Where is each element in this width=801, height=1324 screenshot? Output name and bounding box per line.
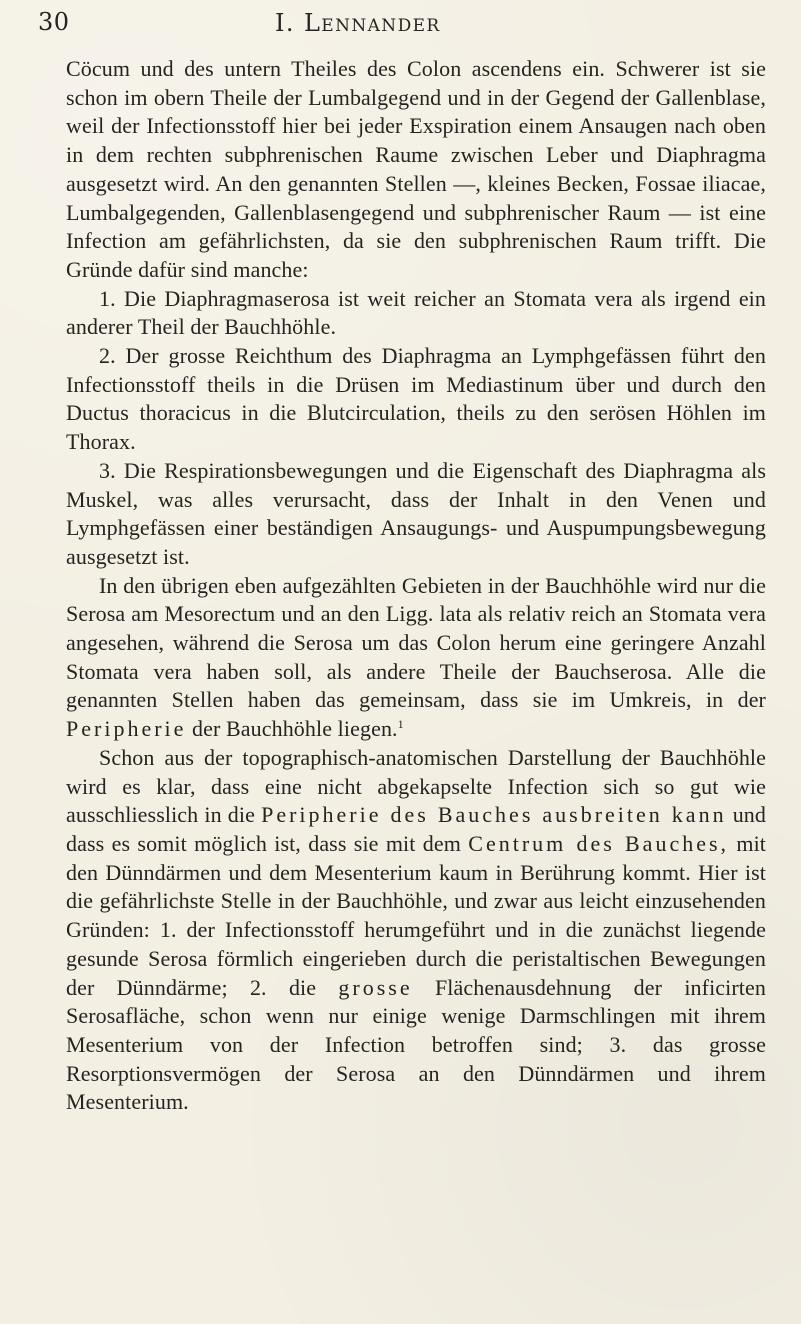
emphasis-centrum-des-bauches: Centrum des Bauches, [468, 830, 730, 856]
paragraph-topography-part-3: mit den Dünndärmen und dem Mesenterium kaum in Berührung kommt. Hier ist die gefährlichste Stelle in der Bauchhöhle, und zwar aus leicht einzusehenden Gründen: 1. der Infectionsstoff herumgeführt und in die zunächst liegende gesunde Serosa förmlich eingerieben durch die peristaltischen Bewegungen der Dünndärme; 2. die [66, 830, 766, 1000]
paragraph-continuation: Cöcum und des untern Theiles des Colon ascendens ein. Schwerer ist sie schon im obern Theile der Lumbalgegend und in der Gegend der Gallenblase, weil der Infectionsstoff hier bei jeder Exspiration einem Ansaugen nach oben in dem rechten subphrenischen Raume zwischen Leber und Diaphragma ausgesetzt wird. An den genannten Stellen —, kleines Becken, Fossae iliacae, Lumbalgegenden, Gallenblasengegend und subphrenischer Raum — ist eine Infection am gefährlichsten, da sie den subphrenischen Raum trifft. Die Gründe dafür sind manche: [66, 56, 766, 282]
list-item-2: 2. Der grosse Reichthum des Diaphragma an Lymphgefässen führt den Infectionsstoff theils in die Drüsen im Mediastinum über und durch den Ductus thoracicus in die Blutcirculation, theils zu den serösen Höhlen im Thorax. [66, 343, 766, 455]
main-text [66, 55, 766, 1117]
footnote-marker: 1 [397, 717, 404, 732]
paragraph-topography [66, 744, 766, 1117]
emphasis-peripherie: Peripherie [66, 716, 187, 742]
emphasis-peripherie-des-bauches: Peripherie des Bauches ausbreiten kann [261, 802, 727, 828]
paragraph-topography-part-2: und dass es somit möglich ist, dass sie mit dem [66, 802, 767, 856]
paragraph-periphery [66, 572, 766, 744]
paragraph-topography-part-1: Schon aus der topographisch-anatomischen Darstellung der Bauchhöhle wird es klar, dass eine nicht abgekapselte Infection sich so gut wie ausschliesslich in die [66, 744, 766, 828]
list-item-1: 1. Die Diaphragmaserosa ist weit reicher an Stomata vera als irgend ein anderer Theil der Bauchhöhle. [66, 285, 766, 340]
page-header [0, 0, 801, 60]
emphasis-grosse: grosse [338, 974, 413, 1000]
list-item-3: 3. Die Respirationsbewegungen und die Eigenschaft des Diaphragma als Muskel, was alles verursacht, dass der Inhalt in den Venen und Lymphgefässen einer beständigen Ansaugungs- und Auspumpungsbewegung ausgesetzt ist. [66, 457, 766, 569]
paragraph-periphery-ending: der Bauchhöhle liegen. [192, 716, 398, 742]
paragraph-topography-part-4: Flächenausdehnung der inficirten Serosafläche, schon wenn nur einige wenige Darmschlingen mit ihrem Mesenterium von der Infection betroffen sind; 3. das grosse Resorptionsvermögen der Serosa an den Dünndärmen und ihrem Mesenterium. [66, 974, 766, 1115]
page-number: 30 [38, 8, 70, 36]
paragraph-periphery-text: In den übrigen eben aufgezählten Gebieten in der Bauchhöhle wird nur die Serosa am Mesorectum und an den Ligg. lata als relativ reich an Stomata vera angesehen, während die Serosa um das Colon herum eine geringere Anzahl Stomata vera haben soll, als andere Theile der Bauchserosa. Alle die genannten Stellen haben das gemeinsam, dass sie im Umkreis, in der [66, 572, 766, 713]
running-title: I. Lennander [275, 9, 441, 37]
